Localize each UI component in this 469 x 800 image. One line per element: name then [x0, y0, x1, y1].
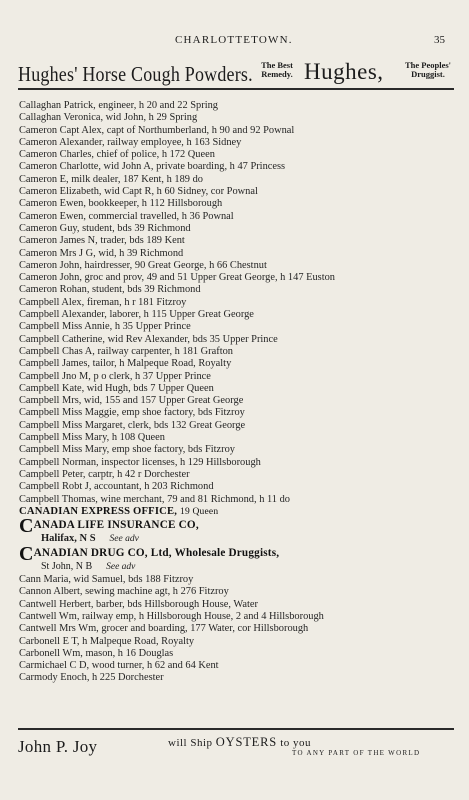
directory-entry: Campbell Miss Annie, h 35 Upper Prince — [19, 321, 191, 333]
directory-entry: Callaghan Veronica, wid John, h 29 Spring — [19, 112, 198, 124]
directory-entry: Cameron Ewen, commercial travelled, h 36 Pownal — [19, 210, 234, 222]
directory-entry: Cameron Guy, student, bds 39 Richmond — [19, 222, 191, 234]
directory-entry: Campbell Alex, fireman, h r 181 Fitzroy — [19, 296, 187, 308]
directory-entry: Cantwell Wm, railway emp, h Hillsborough House, 2 and 4 Hillsborough — [19, 610, 324, 622]
directory-entry: Carbonell Wm, mason, h 16 Douglas — [19, 647, 174, 659]
ad-joy-name: John P. Joy — [18, 737, 98, 756]
directory-entry: Campbell Chas A, railway carpenter, h 181 Grafton — [19, 345, 233, 357]
entries-group-b — [19, 574, 459, 685]
directory-entry: Cantwell Herbert, barber, bds Hillsborough House, Water — [19, 598, 258, 610]
directory-entry: Cantwell Mrs Wm, grocer and boarding, 177 Water, cor Hillsborough — [19, 623, 309, 635]
directory-entry: Campbell Thomas, wine merchant, 79 and 81 Richmond, h 11 do — [19, 493, 290, 505]
directory-entries — [19, 100, 459, 685]
directory-entry: Campbell Robt J, accountant, h 203 Richmond — [19, 481, 214, 493]
bottom-advertisement — [18, 728, 454, 760]
directory-entry: Callaghan Patrick, engineer, h 20 and 22 Spring — [19, 100, 218, 111]
ad-any-part-text: TO ANY PART OF THE WORLD — [292, 749, 421, 757]
directory-entry: Carmody Enoch, h 225 Dorchester — [19, 672, 164, 684]
directory-entry: Cameron Rohan, student, bds 39 Richmond — [19, 284, 201, 296]
ad-remedy-text: The Best Remedy. — [261, 60, 293, 79]
running-head — [0, 34, 469, 48]
ad-druggist-text: The Peoples' Druggist. — [404, 60, 452, 79]
directory-entry: Campbell Alexander, laborer, h 115 Upper Great George — [19, 309, 254, 321]
life-insurance-entry: CANADA LIFE INSURANCE CO, Halifax, N S See adv — [19, 515, 199, 545]
directory-entry: Carmichael C D, wood turner, h 62 and 64 Kent — [19, 660, 219, 672]
directory-entry: Cameron Charlotte, wid John A, private boarding, h 47 Princess — [19, 161, 286, 173]
directory-entry: Campbell James, tailor, h Malpeque Road, Royalty — [19, 358, 232, 370]
directory-entry: Cameron Capt Alex, capt of Northumberland, h 90 and 92 Pownal — [19, 124, 295, 136]
directory-entry: Cameron Alexander, railway employee, h 163 Sidney — [19, 136, 242, 148]
directory-entry: Campbell Miss Mary, emp shoe factory, bds Fitzroy — [19, 444, 235, 456]
directory-entry: Campbell Jno M, p o clerk, h 37 Upper Prince — [19, 370, 211, 382]
directory-entry: Cameron E, milk dealer, 187 Kent, h 189 do — [19, 173, 203, 185]
directory-entry: Campbell Miss Margaret, clerk, bds 132 Great George — [19, 419, 246, 431]
ad-brand-text: Hughes' Horse Cough Powders. — [18, 62, 253, 86]
directory-entry: Cameron John, groc and prov, 49 and 51 Upper Great George, h 147 Euston — [19, 272, 335, 284]
directory-entry: Campbell Peter, carptr, h 42 r Dorchester — [19, 468, 190, 480]
ad-ship-text: will Ship OYSTERS to you — [168, 735, 312, 749]
drug-company-entry: CANADIAN DRUG CO, Ltd, Wholesale Druggists, St John, N B See adv — [19, 543, 280, 573]
page-number: 35 — [434, 34, 445, 46]
directory-entry: Campbell Miss Maggie, emp shoe factory, bds Fitzroy — [19, 407, 245, 419]
page-title: CHARLOTTETOWN. — [175, 34, 293, 46]
directory-entry: Campbell Norman, inspector licenses, h 129 Hillsborough — [19, 456, 261, 468]
ad-name-text: Hughes, — [304, 59, 384, 84]
directory-entry: Cameron John, hairdresser, 90 Great George, h 66 Chestnut — [19, 259, 267, 271]
directory-entry: Campbell Kate, wid Hugh, bds 7 Upper Queen — [19, 382, 214, 394]
entries-group-a — [19, 100, 459, 506]
directory-entry: Cann Maria, wid Samuel, bds 188 Fitzroy — [19, 574, 194, 586]
directory-entry: Cameron Ewen, bookkeeper, h 112 Hillsborough — [19, 198, 223, 210]
directory-entry: Campbell Mrs, wid, 155 and 157 Upper Great George — [19, 395, 244, 407]
directory-entry: Cameron Mrs J G, wid, h 39 Richmond — [19, 247, 184, 259]
top-advertisement — [18, 56, 454, 90]
express-office-entry: CANADIAN EXPRESS OFFICE, 19 Queen — [19, 505, 219, 517]
directory-entry: Cannon Albert, sewing machine agt, h 276 Fitzroy — [19, 586, 229, 598]
directory-entry: Cameron James N, trader, bds 189 Kent — [19, 235, 185, 247]
directory-entry: Cameron Elizabeth, wid Capt R, h 60 Sidney, cor Pownal — [19, 186, 258, 198]
directory-entry: Campbell Miss Mary, h 108 Queen — [19, 432, 165, 444]
directory-entry: Campbell Catherine, wid Rev Alexander, bds 35 Upper Prince — [19, 333, 278, 345]
directory-entry: Carbonell E T, h Malpeque Road, Royalty — [19, 635, 195, 647]
directory-entry: Cameron Charles, chief of police, h 172 Queen — [19, 149, 215, 161]
